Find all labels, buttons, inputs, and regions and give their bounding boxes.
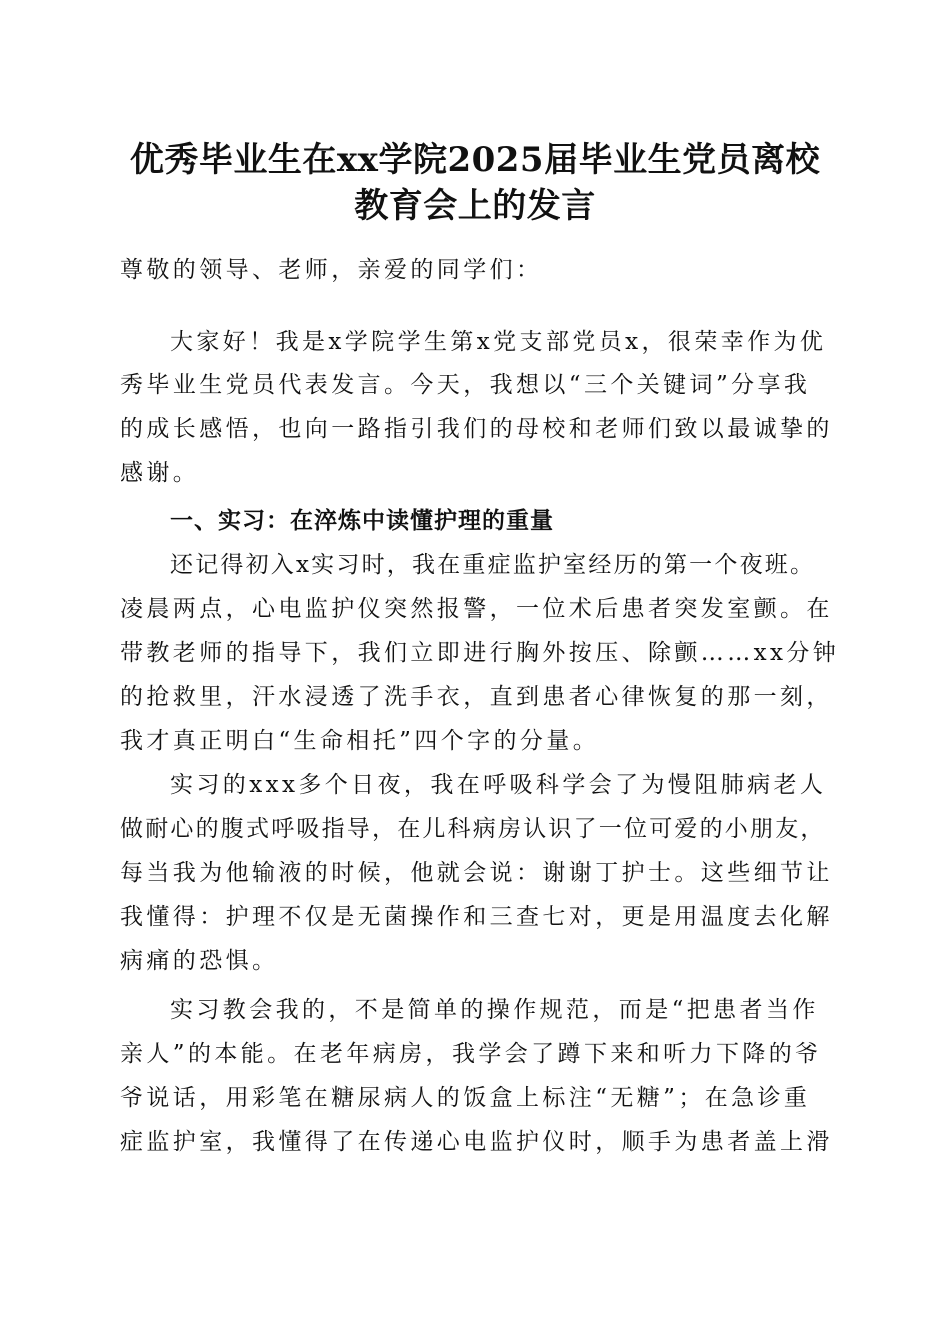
document-title-line-1: 优秀毕业生在xx学院2025届毕业生党员离校 bbox=[129, 140, 821, 180]
paragraph-line: 的抢救里，汗水浸透了洗手衣，直到患者心律恢复的那一刻， bbox=[120, 684, 833, 710]
paragraph-line: 凌晨两点，心电监护仪突然报警，一位术后患者突发室颤。在 bbox=[120, 596, 833, 622]
paragraph-line: 还记得初入x实习时，我在重症监护室经历的第一个夜班。 bbox=[170, 552, 816, 578]
paragraph-line: 大家好！我是x学院学生第x党支部党员x，很荣幸作为优 bbox=[170, 329, 827, 355]
salutation: 尊敬的领导、老师，亲爱的同学们： bbox=[120, 257, 543, 283]
paragraph-line: 每当我为他输液的时候，他就会说：谢谢丁护士。这些细节让 bbox=[120, 860, 833, 886]
paragraph-line: 实习教会我的，不是简单的操作规范，而是“把患者当作 bbox=[170, 997, 819, 1023]
paragraph-line: 带教老师的指导下，我们立即进行胸外按压、除颤……xx分钟 bbox=[120, 640, 840, 666]
paragraph-line: 感谢。 bbox=[120, 460, 200, 486]
document-title-line-2: 教育会上的发言 bbox=[354, 186, 596, 226]
paragraph-line: 我懂得：护理不仅是无菌操作和三查七对，更是用温度去化解 bbox=[120, 904, 833, 930]
section-heading: 一、实习：在淬炼中读懂护理的重量 bbox=[170, 508, 554, 534]
paragraph-line: 的成长感悟，也向一路指引我们的母校和老师们致以最诚挚的 bbox=[120, 416, 833, 442]
paragraph-line: 秀毕业生党员代表发言。今天，我想以“三个关键词”分享我 bbox=[120, 372, 811, 398]
paragraph-line: 病痛的恐惧。 bbox=[120, 948, 279, 974]
paragraph-line: 做耐心的腹式呼吸指导，在儿科病房认识了一位可爱的小朋友， bbox=[120, 816, 826, 842]
paragraph-line: 症监护室，我懂得了在传递心电监护仪时，顺手为患者盖上滑 bbox=[120, 1129, 833, 1155]
paragraph-line: 亲人”的本能。在老年病房，我学会了蹲下来和听力下降的爷 bbox=[120, 1041, 822, 1067]
paragraph-line: 实习的xxx多个日夜，我在呼吸科学会了为慢阻肺病老人 bbox=[170, 772, 827, 798]
paragraph-line: 爷说话，用彩笔在糖尿病人的饭盒上标注“无糖”；在急诊重 bbox=[120, 1085, 811, 1111]
paragraph-line: 我才真正明白“生命相托”四个字的分量。 bbox=[120, 728, 600, 754]
